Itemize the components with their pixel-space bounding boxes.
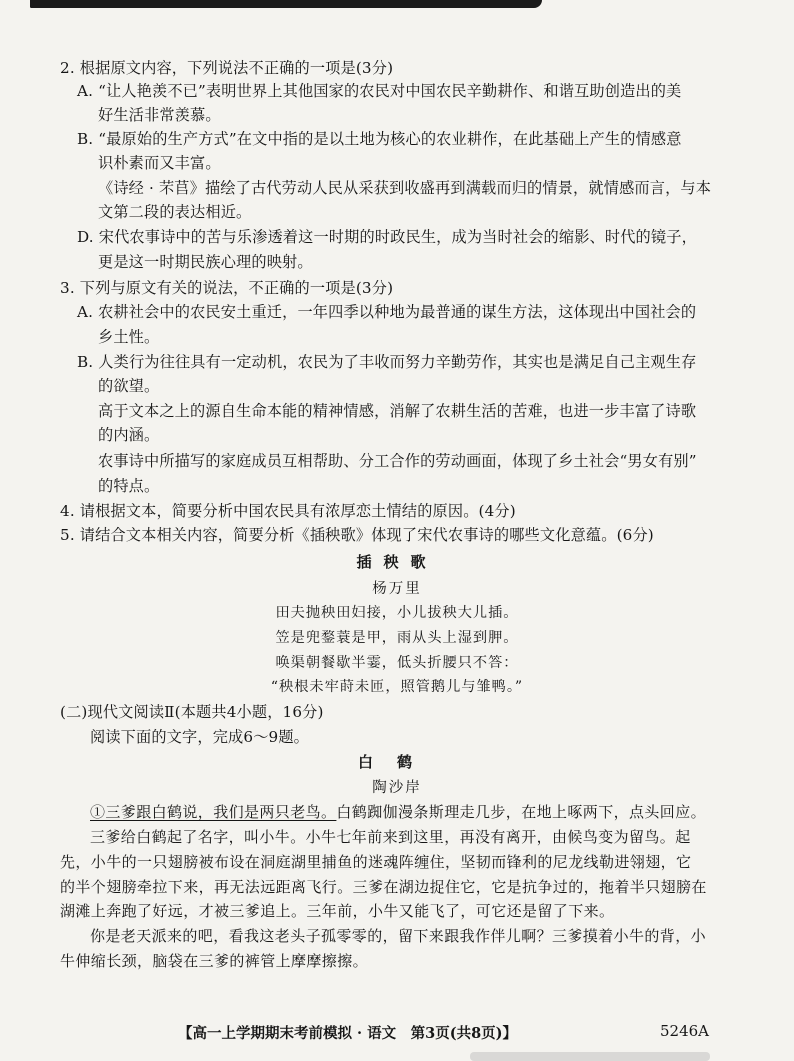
question-2-option-b-cont: 识朴素而又丰富。 <box>98 154 221 172</box>
section-instruction: 阅读下面的文字，完成6～9题。 <box>90 728 310 746</box>
question-4: 4. 请根据文本，简要分析中国农民具有浓厚恋土情结的原因。(4分) <box>60 502 516 520</box>
story-paragraph-2-line-1: 三爹给白鹤起了名字，叫小牛。小牛七年前来到这里，再没有离开，由候鸟变为留鸟。起 <box>90 828 691 846</box>
scan-bottom-smudge <box>470 1052 710 1061</box>
question-2-option-b: B. “最原始的生产方式”在文中指的是以土地为核心的农业耕作，在此基础上产生的情感意 <box>77 130 682 148</box>
question-2-option-d: D. 宋代农事诗中的苦与乐渗透着这一时期的时政民生，成为当时社会的缩影、时代的镜子， <box>77 228 697 246</box>
footer-code: 5246A <box>660 1022 710 1040</box>
poem-author: 杨万里 <box>372 581 422 597</box>
question-5: 5. 请结合文本相关内容，简要分析《插秧歌》体现了宋代农事诗的哪些文化意蕴。(6分) <box>60 526 654 544</box>
question-3-option-b-cont: 的欲望。 <box>98 377 160 395</box>
question-2-option-a: A. “让人艳羡不已”表明世界上其他国家的农民对中国农民辛勤耕作、和谐互助创造出的美 <box>77 82 682 100</box>
question-2-option-d-cont: 更是这一时期民族心理的映射。 <box>98 253 313 271</box>
story-author: 陶沙岸 <box>372 780 422 796</box>
footer-title: 【高一上学期期末考前模拟 · 语文 第3页(共8页)】 <box>178 1025 518 1042</box>
story-paragraph-2-line-2: 先，小牛的一只翅膀被布设在洞庭湖里捕鱼的迷魂阵缠住，坚韧而锋利的尼龙线勒进翎翅，它 <box>60 853 692 871</box>
poem-line-2: 笠是兜鍪蓑是甲，雨从头上湿到胛。 <box>275 630 519 646</box>
question-2-option-c-cont: 文第二段的表达相近。 <box>98 203 252 221</box>
story-paragraph-2-line-3: 的半个翅膀牵拉下来，再无法远距离飞行。三爹在湖边捉住它，它是抗争过的，拖着半只翅膀在 <box>60 878 707 896</box>
poem-line-1: 田夫抛秧田妇接，小儿拔秧大儿插。 <box>275 605 519 621</box>
poem-title: 插秧歌 <box>356 553 438 571</box>
poem-line-3: 唤渠朝餐歇半霎，低头折腰只不答： <box>275 655 519 671</box>
question-2-stem: 2. 根据原文内容，下列说法不正确的一项是(3分) <box>60 59 394 77</box>
question-3-option-b: B. 人类行为往往具有一定动机，农民为了丰收而努力辛勤劳作，其实也是满足自己主观生存 <box>77 353 697 371</box>
question-3-option-a: A. 农耕社会中的农民安土重迁，一年四季以种地为最普通的谋生方法，这体现出中国社会的 <box>77 303 697 321</box>
paragraph-1-rest: 白鹤踟伽漫条斯理走几步，在地上啄两下，点头回应。 <box>336 803 707 821</box>
question-2-option-c: 《诗经 · 芣苢》描绘了古代劳动人民从采获到收盛再到满载而归的情景，就情感而言，与本 <box>98 179 712 197</box>
question-3-option-c-cont: 的内涵。 <box>98 426 160 444</box>
story-paragraph-3-line-1: 你是老天派来的吧，看我这老头子孤零零的，留下来跟我作伴儿啊？三爹摸着小牛的背，小 <box>90 927 707 945</box>
question-3-option-c: 高于文本之上的源自生命本能的精神情感，消解了农耕生活的苦难，也进一步丰富了诗歌 <box>98 402 697 420</box>
poem-line-4: “秧根未牢莳未匝，照管鹅儿与雏鸭。” <box>270 679 524 695</box>
underlined-sentence: ①三爹跟白鹤说，我们是两只老鸟。 <box>90 803 337 821</box>
question-2-option-a-cont: 好生活非常羡慕。 <box>98 106 221 124</box>
story-title: 白鹤 <box>357 753 436 771</box>
section-heading: (二)现代文阅读Ⅱ(本题共4小题，16分) <box>60 703 324 721</box>
question-3-option-a-cont: 乡土性。 <box>98 328 160 346</box>
question-3-stem: 3. 下列与原文有关的说法，不正确的一项是(3分) <box>60 279 394 297</box>
question-3-option-d: 农事诗中所描写的家庭成员互相帮助、分工合作的劳动画面，体现了乡土社会“男女有别” <box>98 452 697 470</box>
story-paragraph-3-line-2: 牛伸缩长颈，脑袋在三爹的裤管上摩摩擦擦。 <box>60 952 369 970</box>
story-paragraph-2-line-4: 湖滩上奔跑了好远，才被三爹追上。三年前，小牛又能飞了，可它还是留了下来。 <box>60 902 615 920</box>
question-3-option-d-cont: 的特点。 <box>98 477 160 495</box>
story-paragraph-1 <box>90 801 706 823</box>
